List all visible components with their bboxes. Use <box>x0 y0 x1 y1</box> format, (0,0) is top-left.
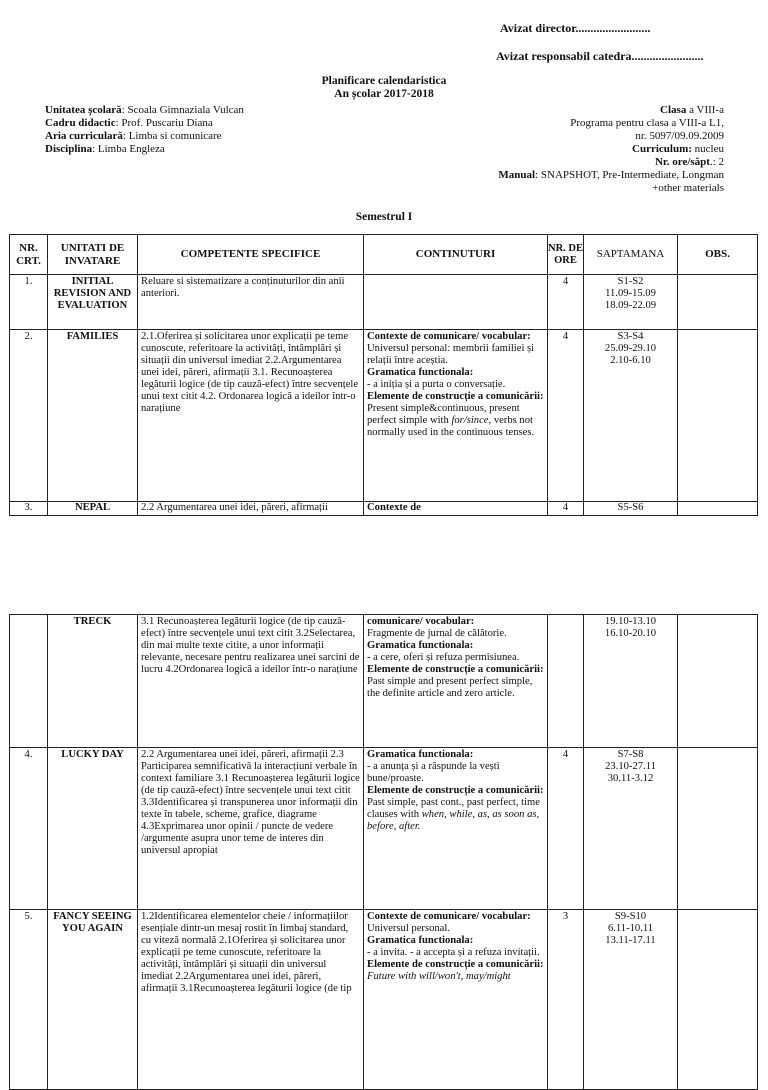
continuturi-cell: Gramatica functionala: - a anunța și a răspunde la vești bune/proaste. Elemente de construcție a comunicării: Past simple, past cont., past perfect, time clauses with when, while, as, as soon as, before, after. <box>364 748 548 910</box>
planning-table-page-2 <box>9 614 758 1090</box>
row-number: 3. <box>10 502 48 516</box>
week-cell: 19.10-13.10 16.10-20.10 <box>584 615 678 748</box>
right-info <box>498 104 724 195</box>
row-number: 2. <box>10 330 48 502</box>
left-info <box>45 104 244 156</box>
obs-cell <box>678 502 758 516</box>
unit-title: INITIAL REVISION AND EVALUATION <box>48 275 138 330</box>
hours-cell: 4 <box>548 502 584 516</box>
info-curriculum: Curriculum: nucleu <box>632 143 724 155</box>
row-number: 1. <box>10 275 48 330</box>
hours-cell: 4 <box>548 275 584 330</box>
week-cell: S9-S10 6.11-10.11 13.11-17.11 <box>584 910 678 1090</box>
table-row <box>10 275 758 330</box>
table-row <box>10 330 758 502</box>
info-manual: Manual: SNAPSHOT, Pre-Intermediate, Longman <box>498 169 724 181</box>
obs-cell <box>678 748 758 910</box>
row-number <box>10 615 48 748</box>
avizat-director: Avizat director......................... <box>500 21 651 35</box>
table-row <box>10 502 758 516</box>
unit-title: FAMILIES <box>48 330 138 502</box>
info-programa: Programa pentru clasa a VIII-a L1, <box>570 117 724 129</box>
obs-cell <box>678 275 758 330</box>
info-clasa: Clasa a VIII-a <box>660 104 724 116</box>
header-obs: OBS. <box>678 235 758 275</box>
table-row <box>10 748 758 910</box>
competente-cell: 2.2 Argumentarea unei idei, păreri, afirmații 2.3 Participarea semnificativă la interacțiuni verbale în context familiare 3.1 Recunoașterea legăturii logice (de tip cauză-efect) între secvențele unui text citit 3.3Identificarea și transpunerea unor informații din texte în tabele, scheme, grafice, diagrame 4.3Exprimarea unor opinii / puncte de vedere /argumente asupra unor teme de interes din universul apropiat <box>138 748 364 910</box>
unit-title: NEPAL <box>48 502 138 516</box>
unit-title: LUCKY DAY <box>48 748 138 910</box>
continuturi-cell <box>364 275 548 330</box>
info-nr: nr. 5097/09.09.2009 <box>635 130 724 142</box>
week-cell: S1-S2 11.09-15.09 18.09-22.09 <box>584 275 678 330</box>
info-cadru: Cadru didactic: Prof. Puscariu Diana <box>45 117 213 129</box>
continuturi-cell: Contexte de <box>364 502 548 516</box>
planning-table-page-1 <box>9 234 758 516</box>
week-cell: S5-S6 <box>584 502 678 516</box>
week-cell: S7-S8 23.10-27.11 30.11-3.12 <box>584 748 678 910</box>
info-aria: Aria curriculară: Limba si comunicare <box>45 130 222 142</box>
hours-cell <box>548 615 584 748</box>
info-nr-ore: Nr. ore/săpt.: 2 <box>654 156 724 168</box>
table-row <box>10 615 758 748</box>
header-competente: COMPETENTE SPECIFICE <box>138 235 364 275</box>
header-nr-ore: NR. DE ORE <box>548 235 584 275</box>
obs-cell <box>678 910 758 1090</box>
table-header-row <box>10 235 758 275</box>
row-number: 4. <box>10 748 48 910</box>
unit-title: FANCY SEEING YOU AGAIN <box>48 910 138 1090</box>
competente-cell: 3.1 Recunoașterea legăturii logice (de tip cauză-efect) între secvențele unui text citit 3.2Selectarea, din mai multe texte citite, a unor informații relevante, necesare pentru realizarea unei sarcini de lucru 4.2Ordonarea logică a ideilor într-o narațiune <box>138 615 364 748</box>
row-number: 5. <box>10 910 48 1090</box>
continuturi-cell: Contexte de comunicare/ vocabular: Universul personal: membrii familiei și relații între aceștia. Gramatica functionala: - a iniția și a purta o conversație. Elemente de construcție a comunicării: Present simple&continuous, present perfect simple with for/since, verbs not normally used in the continuous tenses. <box>364 330 548 502</box>
competente-cell: Reluare si sistematizare a conținuturilor din anii anteriori. <box>138 275 364 330</box>
obs-cell <box>678 330 758 502</box>
avizat-responsabil: Avizat responsabil catedra........................ <box>496 49 704 63</box>
table-row <box>10 910 758 1090</box>
header-unitati: UNITATI DE INVATARE <box>48 235 138 275</box>
school-year: An școlar 2017-2018 <box>334 88 434 100</box>
unit-title: TRECK <box>48 615 138 748</box>
competente-cell: 1.2Identificarea elementelor cheie / informațiilor esențiale dintr-un mesaj rostit în limbaj standard, cu viteză normală 2.1Oferirea și solicitarea unor explicații pe teme cunoscute, referitoare la activități, întâmplări și situații din universul imediat 2.2Argumentarea unei idei, păreri, afirmații 3.1Recunoașterea legăturii logice (de tip <box>138 910 364 1090</box>
hours-cell: 3 <box>548 910 584 1090</box>
obs-cell <box>678 615 758 748</box>
info-manual-extra: +other materials <box>652 182 724 194</box>
info-disciplina: Disciplina: Limba Engleza <box>45 143 165 155</box>
semester-title: Semestrul I <box>355 211 413 223</box>
header-saptamana: SAPTAMANA <box>584 235 678 275</box>
info-unitate: Unitatea școlară: Scoala Gimnaziala Vulcan <box>45 104 244 116</box>
continuturi-cell: comunicare/ vocabular: Fragmente de jurnal de călătorie. Gramatica functionala: - a cere, oferi și refuza permisiunea. Elemente de construcție a comunicării: Past simple and present perfect simple, the definite article and zero article. <box>364 615 548 748</box>
hours-cell: 4 <box>548 330 584 502</box>
competente-cell: 2.2 Argumentarea unei idei, păreri, afirmații <box>138 502 364 516</box>
page-title: Planificare calendaristica <box>321 75 447 87</box>
competente-cell: 2.1.Oferirea și solicitarea unor explicații pe teme cunoscute, referitoare la activități, întâmplări și situații din universul imediat 2.2.Argumentarea unei idei, păreri, afirmații 3.1. Recunoașterea legăturii logice (de tip cauză-efect) între secvențele unui text citit 4.2. Ordonarea logică a ideilor într-o narațiune <box>138 330 364 502</box>
header-continuturi: CONTINUTURI <box>364 235 548 275</box>
continuturi-cell: Contexte de comunicare/ vocabular: Universul personal. Gramatica functionala: - a invita. - a accepta și a refuza invitații. Elemente de construcție a comunicării: Future with will/won't, may/might <box>364 910 548 1090</box>
hours-cell: 4 <box>548 748 584 910</box>
header-nr: NR. CRT. <box>10 235 48 275</box>
week-cell: S3-S4 25.09-29.10 2.10-6.10 <box>584 330 678 502</box>
